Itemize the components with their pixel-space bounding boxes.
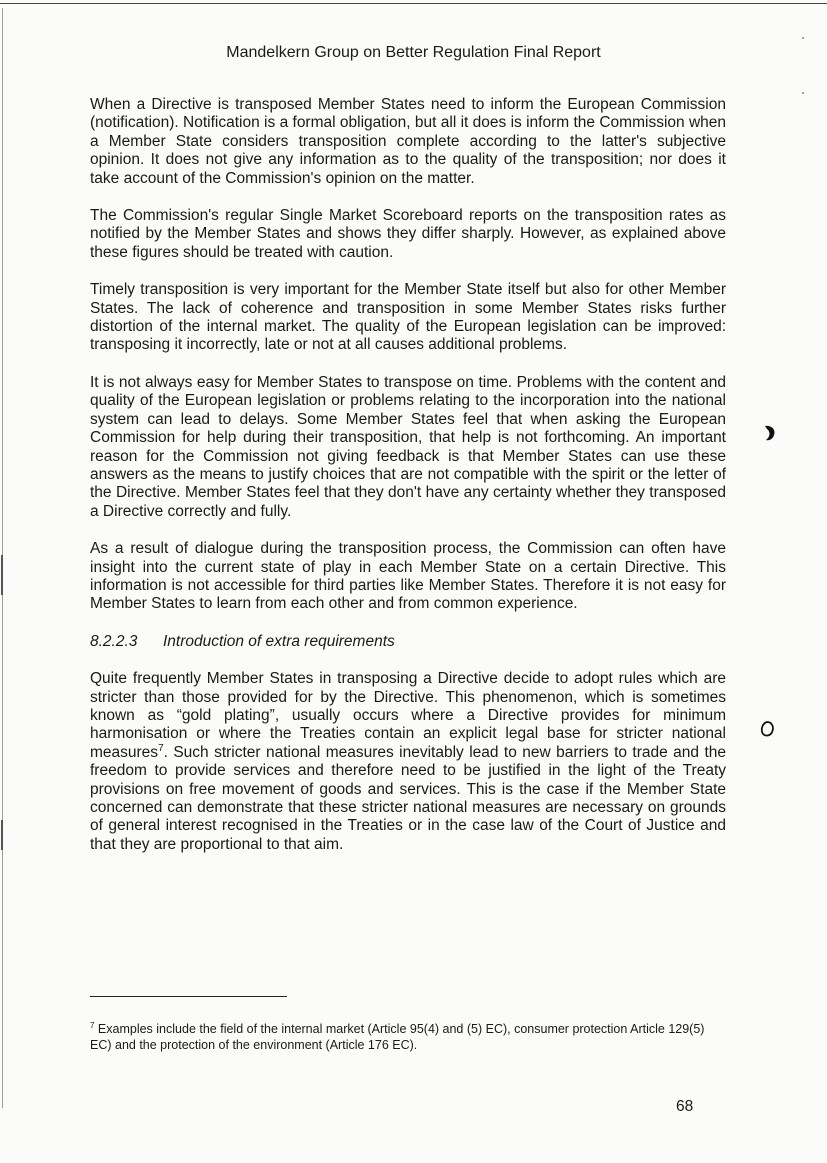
paragraph-dialogue: As a result of dialogue during the transposition process, the Commission can often have insight into the current state of play in each Member State on a certain Directive. This information is not accessible for third parties like Member States. Therefore it is not easy for Member States to learn from each other and from common experience.	[90, 540, 726, 613]
paragraph-timely-transposition: Timely transposition is very important for the Member State itself but also for other Member States. The lack of coherence and transposition in some Member States risks further distortion of the internal market. The quality of the European legislation can be improved: transposing it incorrectly, late or not at all causes additional problems.	[90, 281, 726, 354]
section-heading	[90, 633, 726, 651]
footnote	[90, 1022, 726, 1053]
footnote-reference[interactable]: 7	[158, 742, 164, 754]
gold-plating-text-start: Quite frequently Member States in transposing a Directive decide to adopt rules which are stricter than those provided for by the Directive. This phenomenon, which is sometimes known as “gold plating”, usually occurs where a Directive provides for minimum harmonisation or where the Treaties contain an explicit legal base for stricter national measures	[90, 670, 726, 761]
gold-plating-text-end: . Such stricter national measures inevitably lead to new barriers to trade and the freedom to provide services and therefore need to be justified in the light of the Treaty provisions on free movement of goods and services. This is the case if the Member State concerned can demonstrate that these stricter national measures are necessary on grounds of general interest recognised in the Treaties or in the case law of the Court of Justice and that they are proportional to that aim.	[90, 743, 726, 853]
footnote-marker: 7	[90, 1020, 95, 1030]
footnote-separator	[90, 996, 287, 997]
running-header: Mandelkern Group on Better Regulation Final Report	[226, 44, 601, 61]
scan-speck	[802, 37, 804, 39]
main-text	[90, 96, 726, 873]
paragraph-gold-plating	[90, 670, 726, 854]
scan-speck	[802, 92, 804, 94]
top-rule	[0, 3, 827, 4]
paragraph-notification: When a Directive is transposed Member States need to inform the European Commission (notification). Notification is a formal obligation, but all it does is inform the Commission when a Member State considers transposition complete according to the latter's subjective opinion. It does not give any information as to the quality of the transposition; nor does it take account of the Commission's opinion on the matter.	[90, 96, 726, 187]
section-number: 8.2.2.3	[90, 632, 138, 650]
paragraph-scoreboard: The Commission's regular Single Market Scoreboard reports on the transposition rates as notified by the Member States and shows they differ sharply. However, as explained above these figures should be treated with caution.	[90, 207, 726, 261]
paragraph-transposition-problems: It is not always easy for Member States to transpose on time. Problems with the content and quality of the European legislation or problems relating to the incorporation into the national system can lead to delays. Some Member States feel that when asking the European Commission for help during their transposition, that help is not forthcoming. An important reason for the Commission not giving feedback is that Member States can use these answers as the means to justify choices that are not compatible with the spirit or the letter of the Directive. Member States feel that they don't have any certainty whether they transposed a Directive correctly and fully.	[90, 373, 726, 520]
margin-mark	[1, 820, 3, 850]
punch-hole-icon	[762, 424, 776, 442]
margin-mark	[1, 555, 3, 595]
punch-hole-icon	[760, 720, 774, 738]
section-title: Introduction of extra requirements	[163, 632, 395, 650]
page-number: 68	[676, 1098, 694, 1115]
footnote-text: Examples include the field of the internal market (Article 95(4) and (5) EC), consumer protection Article 129(5) EC) and the protection of the environment (Article 176 EC).	[90, 1022, 705, 1052]
